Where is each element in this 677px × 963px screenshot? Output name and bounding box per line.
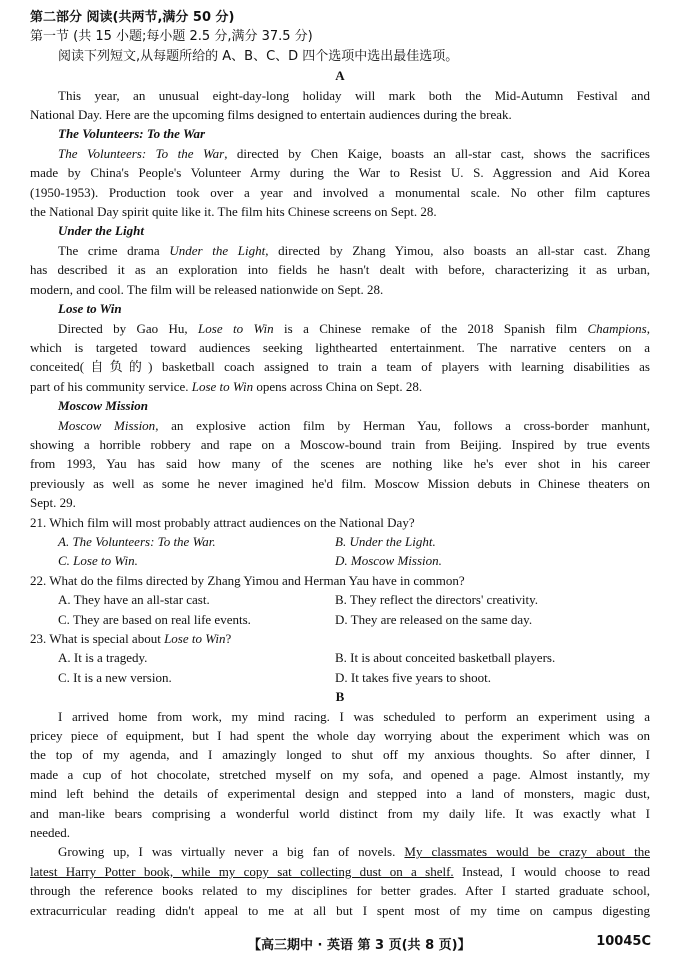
film-3-line-4: part of his community service. Lose to Win opens across China on Sept. 28. (30, 378, 423, 394)
passage-a-label: A (335, 68, 345, 84)
question-23-option-c: C. It is a new version. (58, 669, 172, 685)
question-21-options-row-2 (30, 551, 650, 570)
film-2-line-2: has described it as an exploration into fields he hasn't dealt with before, characterizing it as urban, (30, 262, 650, 278)
film-4-line-2: showing a horrible robbery and rape on a Moscow-bound train from Beijing. Inspired by true events (30, 436, 650, 452)
question-22-options-row-2 (30, 610, 650, 629)
instruction: 阅读下列短文,从每题所给的 A、B、C、D 四个选项中选出最佳选项。 (58, 48, 459, 64)
passage-b-p1-line-1: I arrived home from work, my mind racing. I was scheduled to perform an experiment using a (58, 708, 650, 724)
film-3-title: Lose to Win (58, 301, 122, 317)
question-22-stem: 22. What do the films directed by Zhang Yimou and Herman Yau have in common? (30, 572, 465, 588)
question-22-option-c: C. They are based on real life events. (58, 611, 251, 627)
question-21-stem: 21. Which film will most probably attract audiences on the National Day? (30, 514, 415, 530)
question-23-option-b: B. It is about conceited basketball players. (335, 650, 556, 666)
film-4-line-1: Moscow Mission, an explosive action film by Herman Yau, follows a cross-border manhunt, (58, 417, 650, 433)
film-1-line-2: made by China's People's Volunteer Army during the War to Resist U. S. Aggression and Aid Korea (30, 165, 650, 181)
passage-b-p2-line-2: latest Harry Potter book, while my copy sat collecting dust on a shelf. Instead, I would choose to read (30, 863, 650, 879)
question-22-option-a: A. They have an all-star cast. (58, 592, 210, 608)
exam-page (30, 8, 650, 920)
footer-page-info: 【高三期中 · 英语 第 3 页(共 8 页)】 (248, 938, 471, 953)
passage-b-p2-line-4: extracurricular reading didn't appeal to me at all but I spent most of my time on campus digesting (30, 902, 650, 918)
question-21-option-d: D. Moscow Mission. (335, 553, 442, 569)
underlined-sentence: My classmates would be crazy about the (404, 844, 650, 860)
passage-b-p1-line-6: and man-like bears comprising a wonderful world distinct from my daily life. It was exactly what I (30, 805, 650, 821)
passage-b-p1-line-3: the top of my agenda, and I amazingly longed to shut off my anxious thoughts. So after dinner, I (30, 747, 650, 763)
question-21-option-a: A. The Volunteers: To the War. (58, 533, 216, 549)
page-footer (0, 934, 677, 956)
question-22-option-b: B. They reflect the directors' creativity. (335, 592, 539, 608)
question-21-options-row-1 (30, 532, 650, 551)
underlined-sentence: latest Harry Potter book, while my copy sat collecting dust on a shelf. (30, 863, 454, 879)
passage-b-p2-line-1: Growing up, I was virtually never a big fan of novels. My classmates would be crazy about the (58, 844, 650, 860)
question-23-options-row-2 (30, 668, 650, 687)
question-23-stem: 23. What is special about Lose to Win? (30, 631, 232, 646)
passage-b-p1-line-5: mind left behind the details of experimental design and stepped into a land of monsters, magic dust, (30, 786, 650, 802)
passage-b-p2-line-3: through the reference books related to my disciplines for better grades. After I started graduate school, (30, 883, 650, 899)
film-1-line-3: (1950-1953). Production took over a year and involved a monumental scale. No other film captures (30, 184, 650, 200)
film-2-title: Under the Light (58, 223, 144, 239)
passage-a-intro-line-1: This year, an unusual eight-day-long holiday will mark both the Mid-Autumn Festival and (58, 87, 650, 103)
film-3-line-2: which is targeted toward audiences seeking lighthearted entertainment. The narrative centers on a (30, 339, 650, 355)
footer-code: 10045C (596, 934, 651, 949)
passage-b-p1-line-2: pricey piece of equipment, but I had spent the whole day worrying about the experiment which was on (30, 728, 650, 744)
film-3-line-1: Directed by Gao Hu, Lose to Win is a Chinese remake of the 2018 Spanish film Champions, (58, 320, 650, 336)
film-3-line-3: conceited(自负的) basketball coach assigned to train a team of players with learning disabilities as (30, 359, 650, 375)
film-2-line-3: modern, and cool. The film will be released nationwide on Sept. 28. (30, 281, 384, 297)
passage-b-p1-line-4: made a cup of hot chocolate, stretched myself on my sofa, and opened a page. Almost instantly, my (30, 766, 650, 782)
question-22-option-d: D. They are released on the same day. (335, 611, 533, 627)
film-1-line-4: the National Day spirit quite like it. The film hits Chinese screens on Sept. 28. (30, 204, 437, 220)
part-heading: 第二部分 阅读(共两节,满分 50 分) (30, 10, 235, 25)
film-1-line-1: The Volunteers: To the War, directed by Chen Kaige, boasts an all-star cast, shows the sacrifices (58, 145, 650, 161)
question-21-option-c: C. Lose to Win. (58, 553, 138, 569)
passage-b-label: B (335, 689, 345, 705)
film-4-line-3: from 1993, Yau has said how many of the scenes are nothing like he's ever shot in his career (30, 456, 650, 472)
film-2-line-1: The crime drama Under the Light, directed by Zhang Yimou, also boasts an all-star cast. Zhang (58, 242, 650, 258)
question-23-option-d: D. It takes five years to shoot. (335, 669, 491, 685)
passage-a-intro-line-2: National Day. Here are the upcoming films designed to entertain audiences during the break. (30, 107, 512, 123)
film-4-line-4: previously as well as some he never imagined he'd film. Moscow Mission debuts in Chinese theaters on (30, 475, 650, 491)
passage-b-p1-line-7: needed. (30, 825, 71, 841)
question-23-option-a: A. It is a tragedy. (58, 650, 148, 666)
section-heading: 第一节 (共 15 小题;每小题 2.5 分,满分 37.5 分) (30, 29, 313, 45)
film-1-title: The Volunteers: To the War (58, 126, 206, 142)
question-22-options-row-1 (30, 590, 650, 609)
question-21-option-b: B. Under the Light. (335, 533, 436, 549)
film-4-line-5: Sept. 29. (30, 495, 76, 511)
film-4-title: Moscow Mission (58, 398, 148, 414)
question-23-options-row-1 (30, 648, 650, 667)
